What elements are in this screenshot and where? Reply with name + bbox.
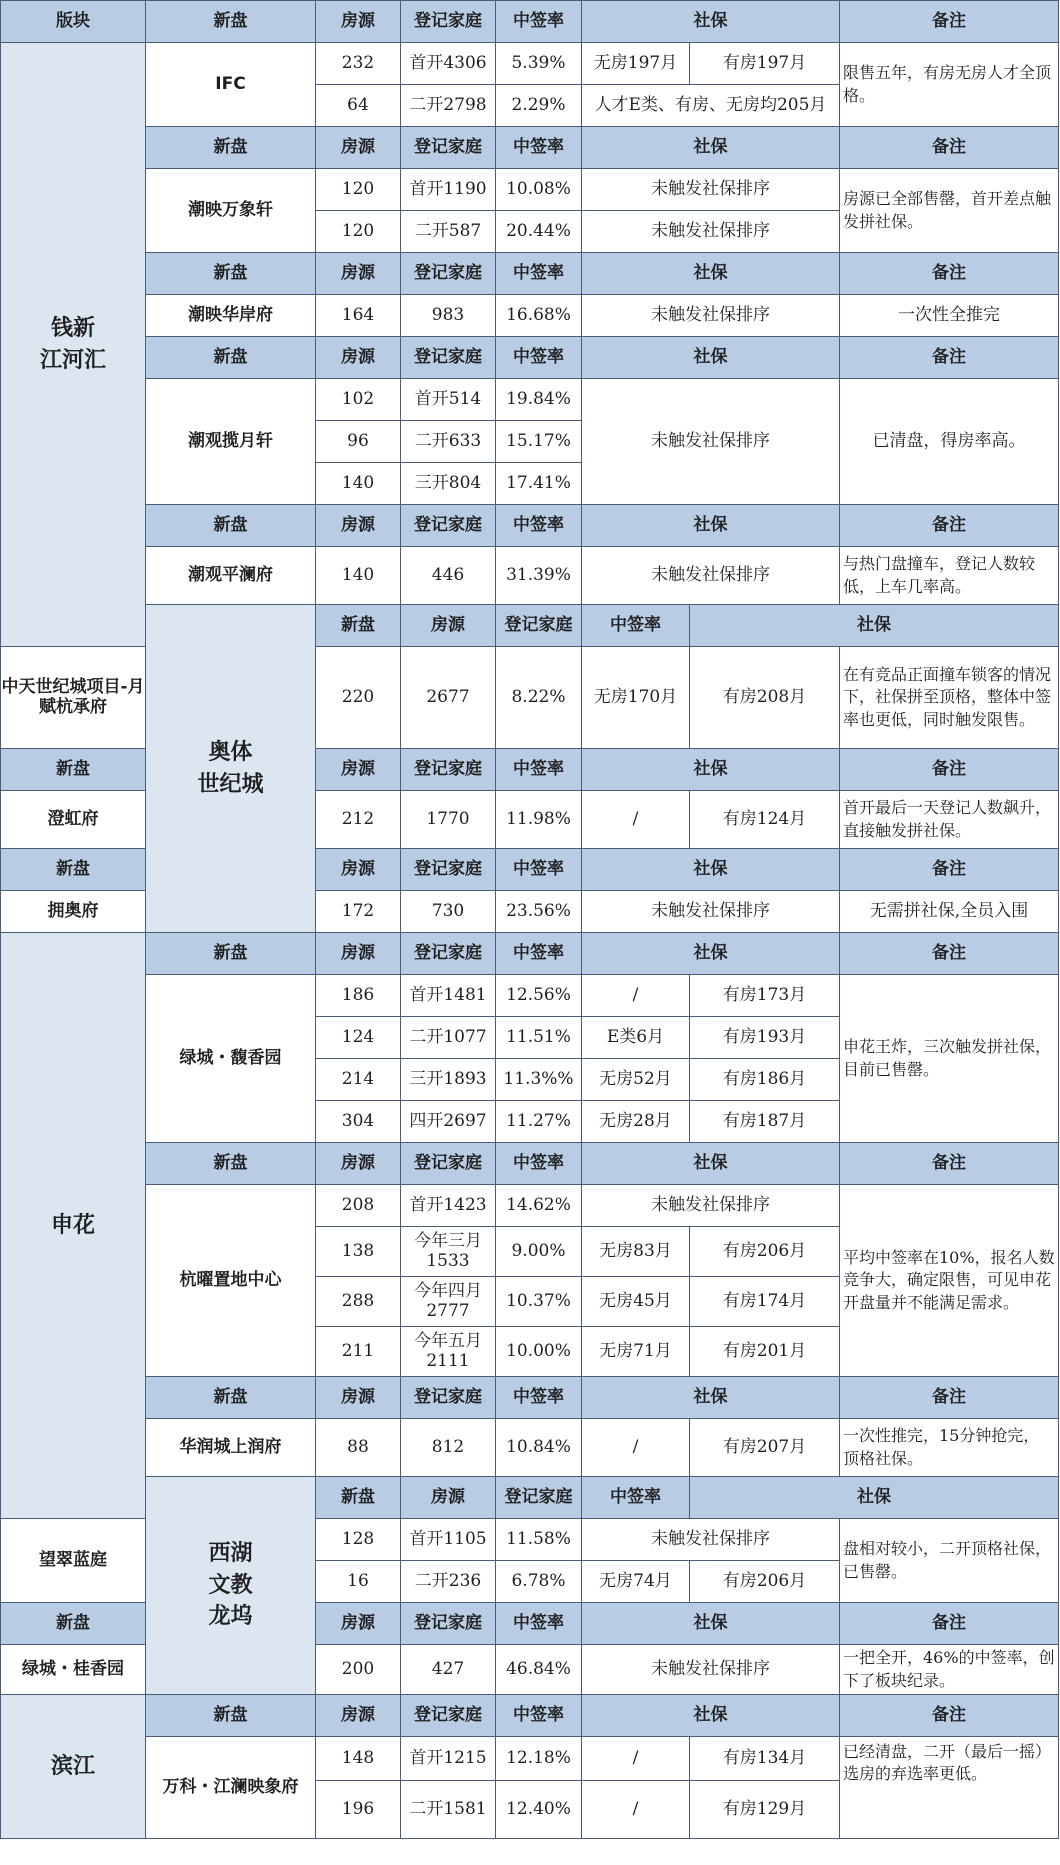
rate-cell: 19.84% — [496, 379, 582, 421]
social-has-house: 有房201月 — [690, 1327, 840, 1377]
table-row — [1, 295, 1059, 337]
families-cell: 二开633 — [401, 421, 496, 463]
subheader-units: 房源 — [316, 505, 401, 547]
project-name: 潮映万象轩 — [146, 169, 316, 253]
families-cell: 二开587 — [401, 211, 496, 253]
subheader-units: 房源 — [316, 1695, 401, 1737]
subheader-families: 登记家庭 — [401, 749, 496, 791]
rate-cell: 2.29% — [496, 85, 582, 127]
social-has-house: 有房129月 — [690, 1781, 840, 1839]
units-cell: 212 — [316, 791, 401, 849]
project-name: 澄虹府 — [1, 791, 146, 849]
social-no-house: / — [582, 1419, 690, 1477]
subheader-note: 备注 — [840, 849, 1059, 891]
subheader-rate: 中签率 — [582, 605, 690, 647]
subheader-social: 社保 — [582, 1143, 840, 1185]
families-cell: 730 — [401, 891, 496, 933]
social-has-house: 有房197月 — [690, 43, 840, 85]
table-row — [1, 169, 1059, 211]
project-name: 潮观平澜府 — [146, 547, 316, 605]
subheader-units: 房源 — [316, 933, 401, 975]
rate-cell: 8.22% — [496, 647, 582, 749]
social-cell: 未触发社保排序 — [582, 891, 840, 933]
units-cell: 88 — [316, 1419, 401, 1477]
units-cell: 140 — [316, 547, 401, 605]
subheader-units: 房源 — [316, 337, 401, 379]
subheader-project: 新盘 — [316, 1477, 401, 1519]
project-name: 中天世纪城项目-月赋杭承府 — [1, 647, 146, 749]
social-no-house: / — [582, 791, 690, 849]
subheader-row — [1, 253, 1059, 295]
note-cell: 已经清盘，二开（最后一摇）选房的弃选率更低。 — [840, 1737, 1059, 1839]
units-cell: 214 — [316, 1059, 401, 1101]
families-cell: 首开1423 — [401, 1185, 496, 1227]
rate-cell: 11.27% — [496, 1101, 582, 1143]
rate-cell: 23.56% — [496, 891, 582, 933]
subheader-families: 登记家庭 — [401, 1143, 496, 1185]
families-cell: 427 — [401, 1645, 496, 1695]
subheader-note: 备注 — [840, 1603, 1059, 1645]
units-cell: 220 — [316, 647, 401, 749]
social-no-house: 无房170月 — [582, 647, 690, 749]
units-cell: 200 — [316, 1645, 401, 1695]
social-cell: 未触发社保排序 — [582, 1645, 840, 1695]
note-cell: 在有竞品正面撞车锁客的情况下，社保拼至顶格，整体中签率也更低，同时触发限售。 — [840, 647, 1059, 749]
rate-cell: 46.84% — [496, 1645, 582, 1695]
subheader-rate: 中签率 — [582, 1477, 690, 1519]
social-no-house: 无房28月 — [582, 1101, 690, 1143]
families-cell: 今年三月1533 — [401, 1227, 496, 1277]
rate-cell: 9.00% — [496, 1227, 582, 1277]
subheader-project: 新盘 — [146, 337, 316, 379]
subheader-project: 新盘 — [146, 933, 316, 975]
header-rate: 中签率 — [496, 1, 582, 43]
note-cell: 限售五年，有房无房人才全顶格。 — [840, 43, 1059, 127]
rate-cell: 16.68% — [496, 295, 582, 337]
subheader-families: 登记家庭 — [401, 127, 496, 169]
units-cell: 102 — [316, 379, 401, 421]
subheader-rate: 中签率 — [496, 505, 582, 547]
subheader-rate: 中签率 — [496, 749, 582, 791]
note-cell: 房源已全部售罄，首开差点触发拼社保。 — [840, 169, 1059, 253]
subheader-units: 房源 — [401, 605, 496, 647]
social-has-house: 有房193月 — [690, 1017, 840, 1059]
families-cell: 首开1190 — [401, 169, 496, 211]
table-row — [1, 1185, 1059, 1227]
subheader-social: 社保 — [582, 1695, 840, 1737]
social-has-house: 有房186月 — [690, 1059, 840, 1101]
rate-cell: 17.41% — [496, 463, 582, 505]
note-cell: 一把全开，46%的中签率，创下了板块纪录。 — [840, 1645, 1059, 1695]
social-cell: 人才E类、有房、无房均205月 — [582, 85, 840, 127]
subheader-project: 新盘 — [146, 127, 316, 169]
rate-cell: 10.37% — [496, 1277, 582, 1327]
subheader-social: 社保 — [582, 849, 840, 891]
units-cell: 208 — [316, 1185, 401, 1227]
rate-cell: 15.17% — [496, 421, 582, 463]
units-cell: 138 — [316, 1227, 401, 1277]
social-cell: 未触发社保排序 — [582, 1519, 840, 1561]
families-cell: 首开1481 — [401, 975, 496, 1017]
families-cell: 二开1077 — [401, 1017, 496, 1059]
note-cell: 无需拼社保,全员入围 — [840, 891, 1059, 933]
families-cell: 二开1581 — [401, 1781, 496, 1839]
families-cell: 三开804 — [401, 463, 496, 505]
note-cell: 一次性推完，15分钟抢完，顶格社保。 — [840, 1419, 1059, 1477]
subheader-units: 房源 — [316, 253, 401, 295]
families-cell: 今年四月2777 — [401, 1277, 496, 1327]
section-label-binjiang: 滨江 — [1, 1695, 146, 1839]
subheader-social: 社保 — [582, 933, 840, 975]
section-label-xihu: 西湖 文教 龙坞 — [146, 1477, 316, 1695]
rate-cell: 10.84% — [496, 1419, 582, 1477]
rate-cell: 11.51% — [496, 1017, 582, 1059]
project-name: 华润城上润府 — [146, 1419, 316, 1477]
subheader-units: 房源 — [316, 1603, 401, 1645]
subheader-project: 新盘 — [146, 1143, 316, 1185]
social-no-house: E类6月 — [582, 1017, 690, 1059]
subheader-families: 登记家庭 — [401, 933, 496, 975]
rate-cell: 11.98% — [496, 791, 582, 849]
subheader-note: 备注 — [840, 749, 1059, 791]
social-cell: 未触发社保排序 — [582, 379, 840, 505]
subheader-social: 社保 — [582, 253, 840, 295]
rate-cell: 12.40% — [496, 1781, 582, 1839]
social-has-house: 有房187月 — [690, 1101, 840, 1143]
subheader-units: 房源 — [316, 749, 401, 791]
families-cell: 1770 — [401, 791, 496, 849]
units-cell: 148 — [316, 1737, 401, 1781]
table-header-row — [1, 1, 1059, 43]
social-cell: 未触发社保排序 — [582, 211, 840, 253]
social-no-house: 无房83月 — [582, 1227, 690, 1277]
social-no-house: 无房45月 — [582, 1277, 690, 1327]
social-has-house: 有房174月 — [690, 1277, 840, 1327]
families-cell: 今年五月2111 — [401, 1327, 496, 1377]
social-no-house: / — [582, 1737, 690, 1781]
units-cell: 232 — [316, 43, 401, 85]
table-row — [1, 1737, 1059, 1781]
section-label-aoti: 奥体 世纪城 — [146, 605, 316, 933]
subheader-rate: 中签率 — [496, 337, 582, 379]
families-cell: 首开1105 — [401, 1519, 496, 1561]
social-has-house: 有房206月 — [690, 1227, 840, 1277]
units-cell: 172 — [316, 891, 401, 933]
subheader-project: 新盘 — [1, 849, 146, 891]
units-cell: 211 — [316, 1327, 401, 1377]
subheader-units: 房源 — [316, 1143, 401, 1185]
note-cell: 盘相对较小，二开顶格社保，已售罄。 — [840, 1519, 1059, 1603]
subheader-social: 社保 — [582, 1377, 840, 1419]
table-row — [1, 379, 1059, 421]
project-name: 绿城・馥香园 — [146, 975, 316, 1143]
social-has-house: 有房134月 — [690, 1737, 840, 1781]
rate-cell: 11.58% — [496, 1519, 582, 1561]
subheader-project: 新盘 — [146, 253, 316, 295]
subheader-families: 登记家庭 — [496, 1477, 582, 1519]
note-cell: 首开最后一天登记人数飙升，直接触发拼社保。 — [840, 791, 1059, 849]
subheader-project: 新盘 — [1, 1603, 146, 1645]
rate-cell: 14.62% — [496, 1185, 582, 1227]
units-cell: 196 — [316, 1781, 401, 1839]
families-cell: 首开514 — [401, 379, 496, 421]
subheader-note: 备注 — [840, 253, 1059, 295]
subheader-families: 登记家庭 — [401, 505, 496, 547]
subheader-rate: 中签率 — [496, 1143, 582, 1185]
families-cell: 812 — [401, 1419, 496, 1477]
subheader-row — [1, 1377, 1059, 1419]
rate-cell: 5.39% — [496, 43, 582, 85]
subheader-row — [1, 1143, 1059, 1185]
subheader-rate: 中签率 — [496, 933, 582, 975]
rate-cell: 10.00% — [496, 1327, 582, 1377]
subheader-rate: 中签率 — [496, 1603, 582, 1645]
subheader-rate: 中签率 — [496, 127, 582, 169]
rate-cell: 12.18% — [496, 1737, 582, 1781]
social-has-house: 有房207月 — [690, 1419, 840, 1477]
subheader-rate: 中签率 — [496, 1695, 582, 1737]
social-has-house: 有房124月 — [690, 791, 840, 849]
units-cell: 128 — [316, 1519, 401, 1561]
subheader-row — [1, 1477, 1059, 1519]
subheader-project: 新盘 — [146, 1695, 316, 1737]
families-cell: 三开1893 — [401, 1059, 496, 1101]
social-has-house: 有房208月 — [690, 647, 840, 749]
subheader-row — [1, 933, 1059, 975]
social-no-house: / — [582, 975, 690, 1017]
note-cell: 平均中签率在10%，报名人数竞争大，确定限售，可见申花开盘量并不能满足需求。 — [840, 1185, 1059, 1377]
families-cell: 四开2697 — [401, 1101, 496, 1143]
social-no-house: 无房197月 — [582, 43, 690, 85]
families-cell: 二开236 — [401, 1561, 496, 1603]
subheader-note: 备注 — [840, 337, 1059, 379]
social-cell: 未触发社保排序 — [582, 295, 840, 337]
table-row — [1, 547, 1059, 605]
units-cell: 124 — [316, 1017, 401, 1059]
rate-cell: 31.39% — [496, 547, 582, 605]
rate-cell: 11.3%% — [496, 1059, 582, 1101]
families-cell: 二开2798 — [401, 85, 496, 127]
project-name: 潮映华岸府 — [146, 295, 316, 337]
units-cell: 186 — [316, 975, 401, 1017]
families-cell: 446 — [401, 547, 496, 605]
rate-cell: 20.44% — [496, 211, 582, 253]
subheader-rate: 中签率 — [496, 253, 582, 295]
header-families: 登记家庭 — [401, 1, 496, 43]
subheader-row — [1, 337, 1059, 379]
subheader-social: 社保 — [582, 127, 840, 169]
header-social: 社保 — [582, 1, 840, 43]
social-has-house: 有房206月 — [690, 1561, 840, 1603]
subheader-units: 房源 — [316, 1377, 401, 1419]
section-label-qianxin: 钱新 江河汇 — [1, 43, 146, 647]
families-cell: 首开1215 — [401, 1737, 496, 1781]
subheader-social: 社保 — [582, 337, 840, 379]
subheader-note: 备注 — [840, 1695, 1059, 1737]
project-name: 潮观揽月轩 — [146, 379, 316, 505]
social-no-house: / — [582, 1781, 690, 1839]
subheader-row — [1, 127, 1059, 169]
table-row — [1, 43, 1059, 85]
table-row — [1, 975, 1059, 1017]
project-name: 万科・江澜映象府 — [146, 1737, 316, 1839]
subheader-project: 新盘 — [146, 1377, 316, 1419]
note-cell: 已清盘，得房率高。 — [840, 379, 1059, 505]
note-cell: 与热门盘撞车，登记人数较低，上车几率高。 — [840, 547, 1059, 605]
project-name: 杭曜置地中心 — [146, 1185, 316, 1377]
units-cell: 288 — [316, 1277, 401, 1327]
families-cell: 2677 — [401, 647, 496, 749]
units-cell: 16 — [316, 1561, 401, 1603]
units-cell: 120 — [316, 211, 401, 253]
project-name: 拥奥府 — [1, 891, 146, 933]
social-cell: 未触发社保排序 — [582, 1185, 840, 1227]
social-cell: 未触发社保排序 — [582, 547, 840, 605]
subheader-social: 社保 — [582, 505, 840, 547]
subheader-units: 房源 — [316, 127, 401, 169]
header-block: 版块 — [1, 1, 146, 43]
subheader-note: 备注 — [840, 505, 1059, 547]
subheader-project: 新盘 — [1, 749, 146, 791]
header-note: 备注 — [840, 1, 1059, 43]
families-cell: 首开4306 — [401, 43, 496, 85]
units-cell: 304 — [316, 1101, 401, 1143]
rate-cell: 12.56% — [496, 975, 582, 1017]
units-cell: 64 — [316, 85, 401, 127]
table-row — [1, 1419, 1059, 1477]
social-has-house: 有房173月 — [690, 975, 840, 1017]
subheader-social: 社保 — [690, 605, 1059, 647]
social-no-house: 无房71月 — [582, 1327, 690, 1377]
subheader-families: 登记家庭 — [401, 1695, 496, 1737]
units-cell: 164 — [316, 295, 401, 337]
subheader-families: 登记家庭 — [496, 605, 582, 647]
subheader-project: 新盘 — [316, 605, 401, 647]
subheader-note: 备注 — [840, 933, 1059, 975]
subheader-families: 登记家庭 — [401, 253, 496, 295]
subheader-project: 新盘 — [146, 505, 316, 547]
subheader-note: 备注 — [840, 1143, 1059, 1185]
rate-cell: 10.08% — [496, 169, 582, 211]
subheader-note: 备注 — [840, 127, 1059, 169]
project-name: 绿城・桂香园 — [1, 1645, 146, 1695]
subheader-rate: 中签率 — [496, 1377, 582, 1419]
units-cell: 96 — [316, 421, 401, 463]
units-cell: 120 — [316, 169, 401, 211]
subheader-families: 登记家庭 — [401, 1603, 496, 1645]
social-cell: 未触发社保排序 — [582, 169, 840, 211]
social-no-house: 无房52月 — [582, 1059, 690, 1101]
families-cell: 983 — [401, 295, 496, 337]
subheader-note: 备注 — [840, 1377, 1059, 1419]
note-cell: 申花王炸，三次触发拼社保，目前已售罄。 — [840, 975, 1059, 1143]
project-name: 望翠蓝庭 — [1, 1519, 146, 1603]
subheader-social: 社保 — [582, 749, 840, 791]
social-no-house: 无房74月 — [582, 1561, 690, 1603]
subheader-families: 登记家庭 — [401, 1377, 496, 1419]
header-units: 房源 — [316, 1, 401, 43]
header-project: 新盘 — [146, 1, 316, 43]
subheader-rate: 中签率 — [496, 849, 582, 891]
subheader-social: 社保 — [690, 1477, 1059, 1519]
subheader-units: 房源 — [316, 849, 401, 891]
note-cell: 一次性全推完 — [840, 295, 1059, 337]
subheader-row — [1, 605, 1059, 647]
project-name: IFC — [146, 43, 316, 127]
units-cell: 140 — [316, 463, 401, 505]
subheader-row — [1, 1695, 1059, 1737]
subheader-families: 登记家庭 — [401, 849, 496, 891]
rate-cell: 6.78% — [496, 1561, 582, 1603]
subheader-units: 房源 — [401, 1477, 496, 1519]
subheader-row — [1, 505, 1059, 547]
subheader-families: 登记家庭 — [401, 337, 496, 379]
section-label-shenhua: 申花 — [1, 933, 146, 1519]
subheader-social: 社保 — [582, 1603, 840, 1645]
